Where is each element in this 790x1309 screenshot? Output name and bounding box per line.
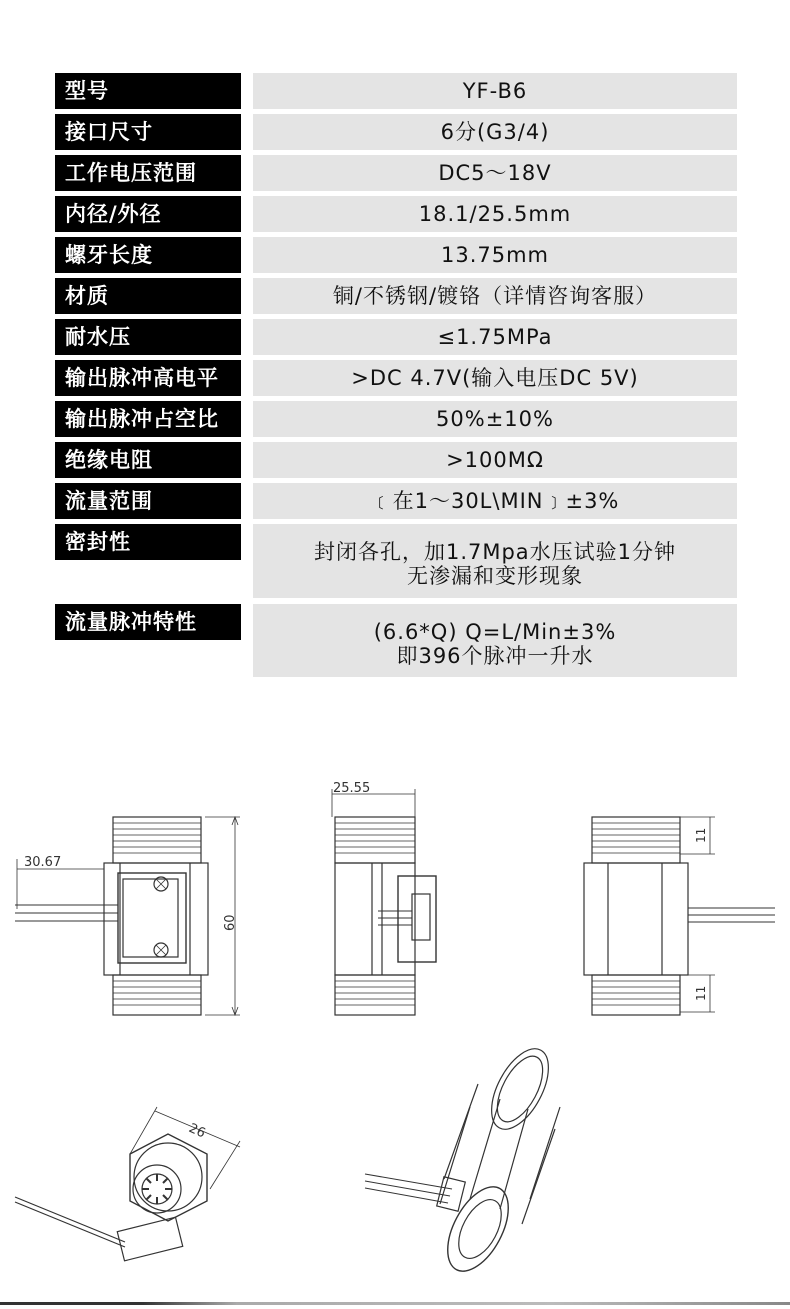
spec-label: 密封性 [55, 524, 241, 560]
back-view-drawing [584, 817, 775, 1015]
spec-value: ﹝在1～30L\MIN﹞±3% [253, 483, 737, 519]
spec-value [253, 524, 737, 598]
spec-value: >100MΩ [253, 442, 737, 478]
spec-value-line: 无渗漏和变形现象 [407, 564, 583, 588]
spec-value: DC5～18V [253, 155, 737, 191]
spec-label: 输出脉冲占空比 [55, 401, 241, 437]
spec-label: 接口尺寸 [55, 114, 241, 150]
spec-label: 型号 [55, 73, 241, 109]
technical-drawings [0, 709, 790, 1309]
spec-value: 13.75mm [253, 237, 737, 273]
end-view-drawing [15, 1107, 240, 1261]
spec-value: ≤1.75MPa [253, 319, 737, 355]
spec-value: 铜/不锈钢/镀铬（详情咨询客服） [253, 278, 737, 314]
spec-value: 18.1/25.5mm [253, 196, 737, 232]
spec-label: 螺牙长度 [55, 237, 241, 273]
spec-value-line: 即396个脉冲一升水 [396, 644, 594, 668]
spec-value: >DC 4.7V(输入电压DC 5V) [253, 360, 737, 396]
front-height-dim: 60 [223, 914, 238, 931]
side-width-dim: 25.55 [333, 781, 371, 796]
back-bottom-thread-dim: 11 [694, 985, 708, 1001]
spec-label: 材质 [55, 278, 241, 314]
spec-label: 输出脉冲高电平 [55, 360, 241, 396]
spec-label: 绝缘电阻 [55, 442, 241, 478]
spec-value-line: 封闭各孔，加1.7Mpa水压试验1分钟 [313, 540, 677, 564]
spec-label: 内径/外径 [55, 196, 241, 232]
spec-label: 耐水压 [55, 319, 241, 355]
spec-value: 6分(G3/4) [253, 114, 737, 150]
spec-value-line: (6.6*Q) Q=L/Min±3% [373, 620, 617, 644]
spec-value: 50%±10% [253, 401, 737, 437]
front-view-drawing [15, 817, 240, 1015]
side-view-drawing [332, 781, 436, 1015]
spec-label: 工作电压范围 [55, 155, 241, 191]
end-hex-dim: 26 [186, 1120, 208, 1142]
bottom-divider [0, 1302, 790, 1305]
front-width-dim: 30.67 [24, 855, 62, 870]
spec-label: 流量脉冲特性 [55, 604, 241, 640]
back-top-thread-dim: 11 [694, 827, 708, 843]
isometric-view-drawing [365, 1040, 560, 1281]
spec-value [253, 604, 737, 677]
spec-label: 流量范围 [55, 483, 241, 519]
spec-value: YF-B6 [253, 73, 737, 109]
